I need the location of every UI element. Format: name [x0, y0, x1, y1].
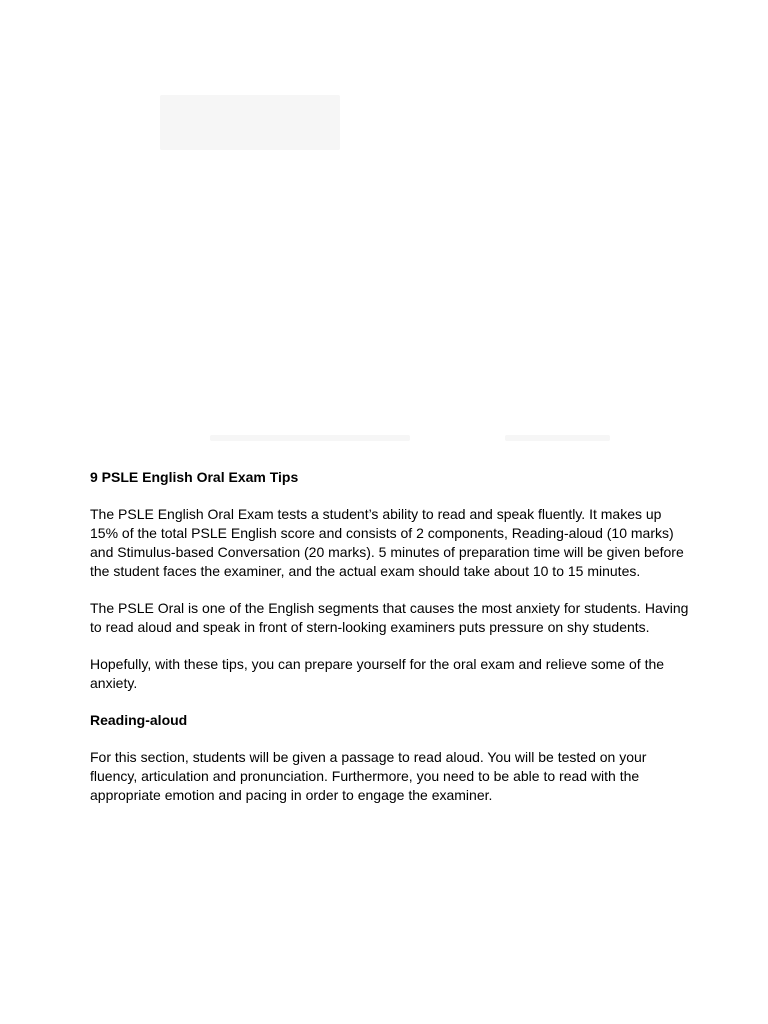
document-title: 9 PSLE English Oral Exam Tips [90, 469, 299, 485]
intro-paragraph-3: Hopefully, with these tips, you can prepare yourself for the oral exam and relieve some of the anxiety. [90, 656, 665, 691]
faded-image-fragment [210, 435, 410, 441]
intro-paragraph-2: The PSLE Oral is one of the English segments that causes the most anxiety for students. Having to read aloud and speak in front of stern-looking examiners puts pressure on shy students. [90, 600, 689, 635]
section-paragraph: For this section, students will be given a passage to read aloud. You will be tested on your fluency, articulation and pronunciation. Furthermore, you need to be able to read with the appropriate emotion and pacing in order to engage the examiner. [90, 749, 647, 803]
section-heading: Reading-aloud [90, 712, 188, 728]
faded-image-area [150, 85, 620, 450]
document-body [90, 468, 690, 823]
intro-paragraph-1: The PSLE English Oral Exam tests a student’s ability to read and speak fluently. It makes up 15% of the total PSLE English score and consists of 2 components, Reading-aloud (10 marks) and Stimulus-based Conversation (20 marks). 5 minutes of preparation time will be given before the student faces the examiner, and the actual exam should take about 10 to 15 minutes. [90, 506, 684, 579]
faded-image-fragment [160, 95, 340, 150]
faded-image-fragment [505, 435, 610, 441]
